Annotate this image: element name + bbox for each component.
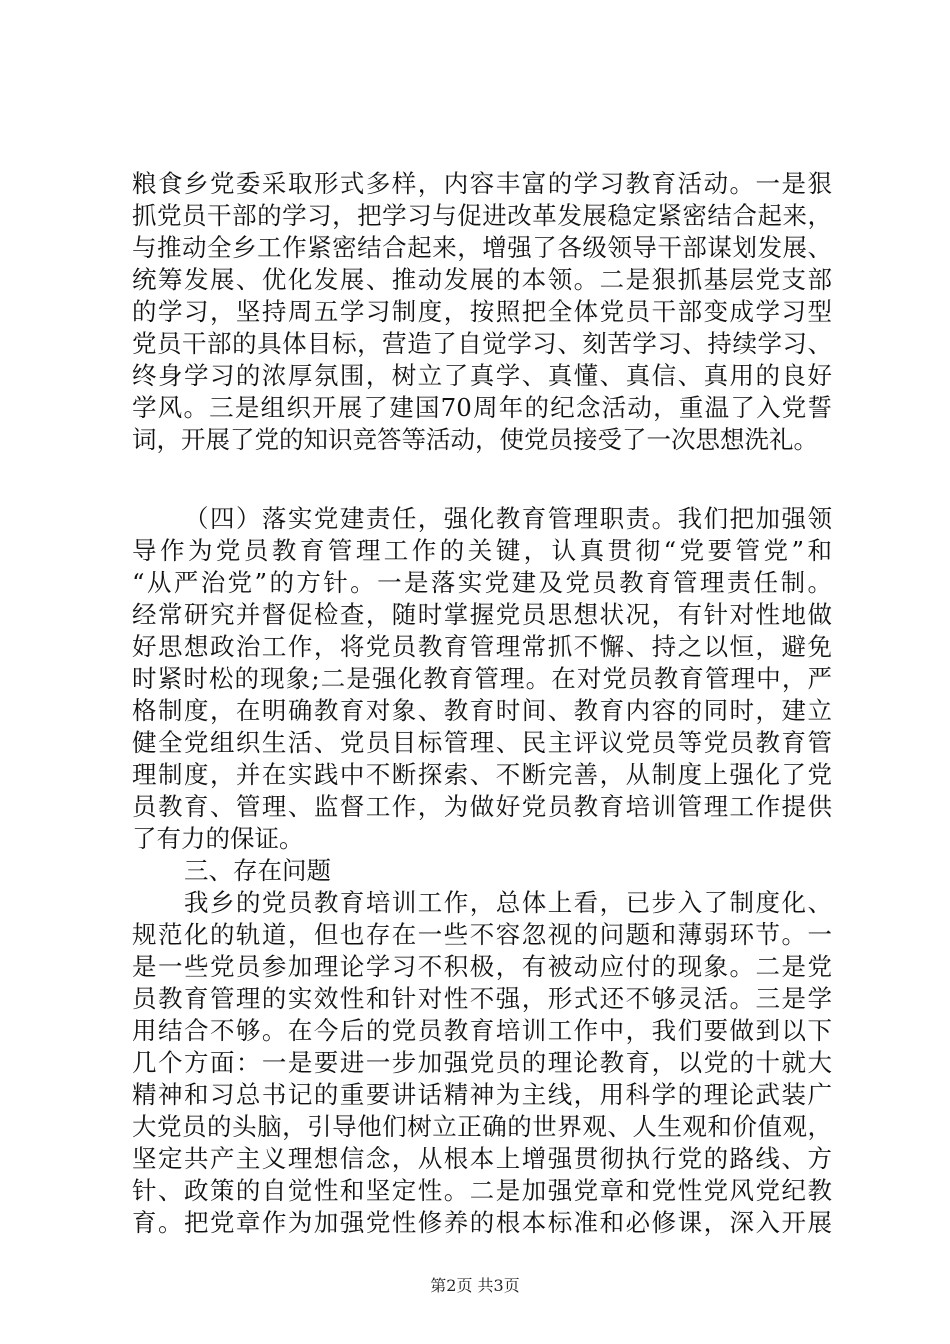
text-line: 好思想政治工作，将党员教育管理常抓不懈、持之以恒，避免: [132, 632, 832, 661]
text-line: 词，开展了党的知识竞答等活动，使党员接受了一次思想洗礼。: [132, 425, 818, 454]
text-line: 经常研究并督促检查，随时掌握党员思想状况，有针对性地做: [132, 600, 832, 629]
text-line: 终身学习的浓厚氛围，树立了真学、真懂、真信、真用的良好: [132, 361, 832, 390]
section-heading: 三、存在问题: [184, 856, 331, 885]
text-line: 的学习，坚持周五学习制度，按照把全体党员干部变成学习型: [132, 297, 832, 326]
text-line: 针、政策的自觉性和坚定性。二是加强党章和党性党风党纪教: [132, 1176, 832, 1205]
paragraph-study-activities: [132, 168, 832, 456]
text-line: 育。把党章作为加强党性修养的根本标准和必修课，深入开展: [132, 1208, 832, 1237]
text-line: 理制度，并在实践中不断探索、不断完善，从制度上强化了党: [132, 760, 832, 789]
text-line: 了有力的保证。: [132, 824, 304, 853]
text-line: （四）落实党建责任，强化教育管理职责。我们把加强领: [184, 504, 832, 533]
text-line: 用结合不够。在今后的党员教育培训工作中，我们要做到以下: [132, 1016, 832, 1045]
text-line: 规范化的轨道，但也存在一些不容忽视的问题和薄弱环节。一: [132, 920, 832, 949]
text-line: 统筹发展、优化发展、推动发展的本领。二是狠抓基层党支部: [132, 265, 832, 294]
text-line: “从严治党”的方针。一是落实党建及党员教育管理责任制。: [132, 568, 832, 597]
text-line: 健全党组织生活、党员目标管理、民主评议党员等党员教育管: [132, 728, 832, 757]
text-line: 粮食乡党委采取形式多样，内容丰富的学习教育活动。一是狠: [132, 169, 832, 198]
paragraph-existing-problems: [132, 887, 832, 1239]
text-line: 是一些党员参加理论学习不积极，有被动应付的现象。二是党: [132, 952, 832, 981]
text-line: 我乡的党员教育培训工作，总体上看，已步入了制度化、: [184, 888, 832, 917]
text-line: 大党员的头脑，引导他们树立正确的世界观、人生观和价值观，: [132, 1112, 832, 1141]
paragraph-gap: [132, 456, 832, 503]
text-line: 与推动全乡工作紧密结合起来，增强了各级领导干部谋划发展、: [132, 233, 832, 262]
page-footer: [0, 1276, 950, 1296]
text-line: 学风。三是组织开展了建国70周年的纪念活动，重温了入党誓: [132, 393, 832, 422]
text-line: 精神和习总书记的重要讲话精神为主线，用科学的理论武装广: [132, 1080, 832, 1109]
text-line: 格制度，在明确教育对象、教育时间、教育内容的同时，建立: [132, 696, 832, 725]
text-line: 导作为党员教育管理工作的关键，认真贯彻“党要管党”和: [132, 536, 832, 565]
text-line: 几个方面：一是要进一步加强党员的理论教育，以党的十就大: [132, 1048, 832, 1077]
page-number-label: 第2页 共3页: [430, 1276, 520, 1295]
text-line: 抓党员干部的学习，把学习与促进改革发展稳定紧密结合起来，: [132, 201, 832, 230]
document-body: [132, 168, 832, 1239]
paragraph-party-building-responsibility: [132, 503, 832, 855]
text-line: 员教育管理的实效性和针对性不强，形式还不够灵活。三是学: [132, 984, 832, 1013]
text-line: 时紧时松的现象;二是强化教育管理。在对党员教育管理中，严: [132, 664, 832, 693]
text-line: 党员干部的具体目标，营造了自觉学习、刻苦学习、持续学习、: [132, 329, 832, 358]
text-line: 员教育、管理、监督工作，为做好党员教育培训管理工作提供: [132, 792, 832, 821]
text-line: 坚定共产主义理想信念，从根本上增强贯彻执行党的路线、方: [132, 1144, 832, 1173]
